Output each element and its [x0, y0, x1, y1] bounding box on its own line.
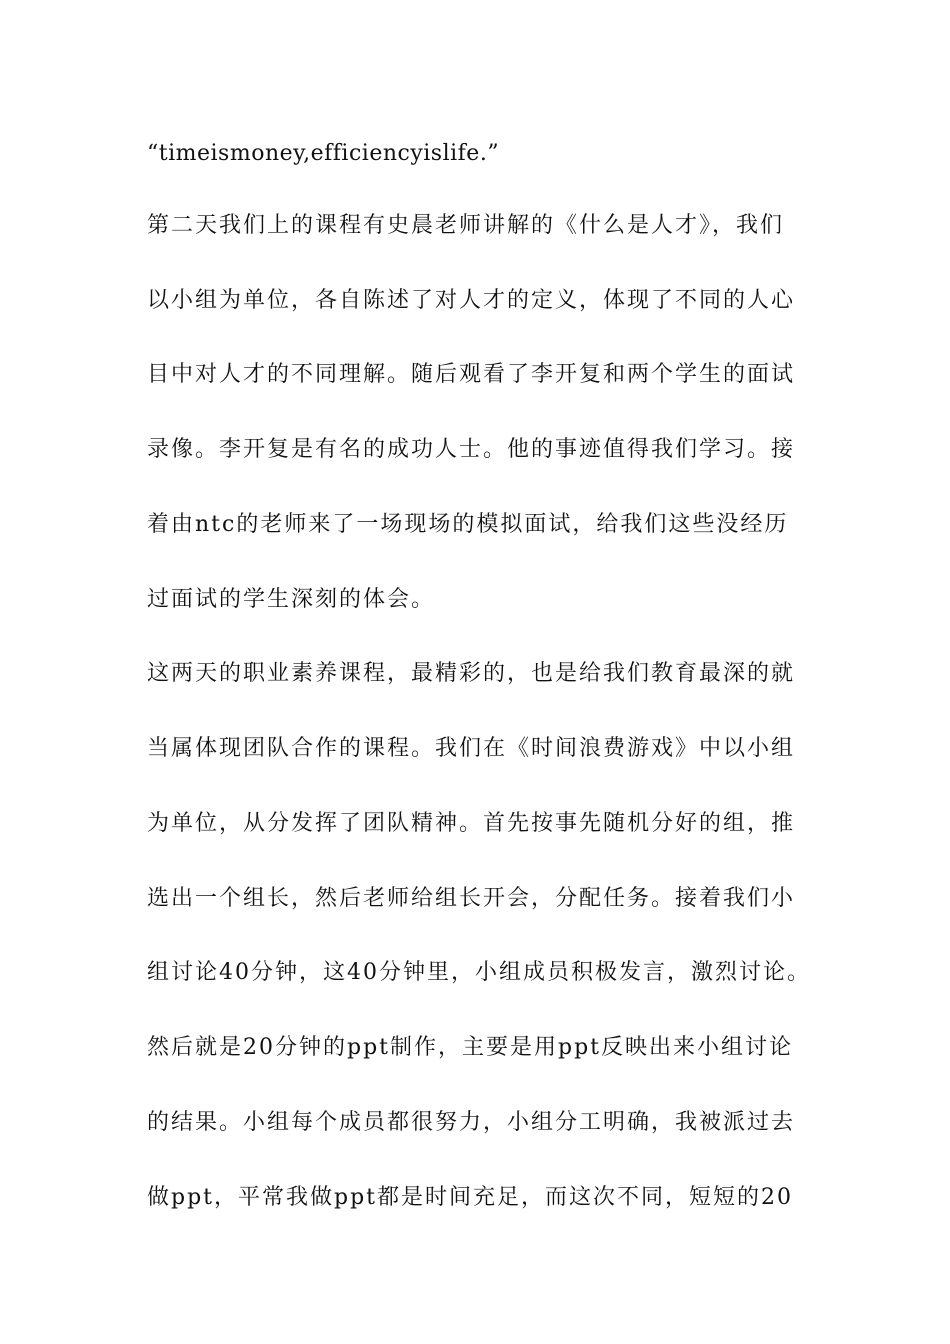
text-line: 为单位，从分发挥了团队精神。首先按事先随机分好的组，推 [147, 811, 796, 836]
text-line: 做ppt，平常我做ppt都是时间充足，而这次不同，短短的20 [147, 1185, 794, 1210]
text-line: 以小组为单位，各自陈述了对人才的定义，体现了不同的人心 [147, 288, 796, 313]
text-line: “timeismoney,efficiencyislife.” [147, 141, 500, 166]
text-line: 着由ntc的老师来了一场现场的模拟面试，给我们这些没经历 [147, 512, 789, 537]
text-line: 录像。李开复是有名的成功人士。他的事迹值得我们学习。接 [147, 437, 796, 462]
text-line: 当属体现团队合作的课程。我们在《时间浪费游戏》中以小组 [147, 736, 796, 761]
text-line: 过面试的学生深刻的体会。 [147, 587, 436, 612]
text-line: 组讨论40分钟，这40分钟里，小组成员积极发言，激烈讨论。 [147, 960, 811, 985]
text-line: 然后就是20分钟的ppt制作，主要是用ppt反映出来小组讨论 [147, 1035, 794, 1060]
text-line: 目中对人才的不同理解。随后观看了李开复和两个学生的面试 [147, 362, 796, 387]
text-line: 第二天我们上的课程有史晨老师讲解的《什么是人才》，我们 [147, 213, 785, 238]
text-line: 的结果。小组每个成员都很努力，小组分工明确，我被派过去 [147, 1110, 796, 1135]
text-line: 这两天的职业素养课程，最精彩的，也是给我们教育最深的就 [147, 661, 796, 686]
text-line: 选出一个组长，然后老师给组长开会，分配任务。接着我们小 [147, 886, 796, 911]
